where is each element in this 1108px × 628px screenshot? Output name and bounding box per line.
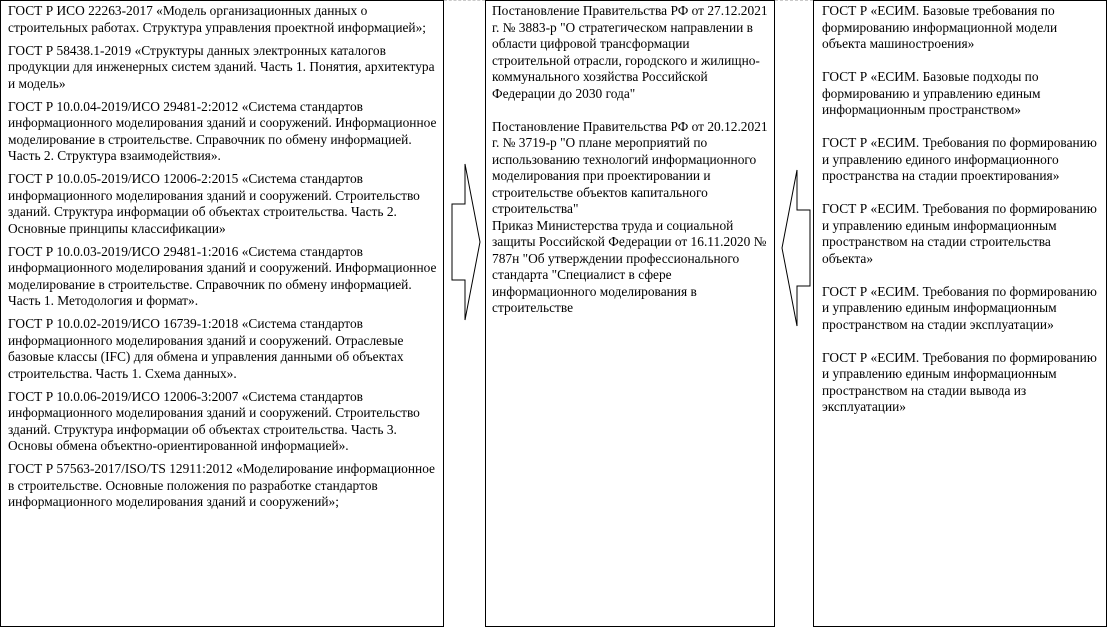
left-standards-box [0, 0, 444, 627]
left-item-2: ГОСТ Р 58438.1-2019 «Структуры данных электронных каталогов продукции для инженерных систем зданий. Часть 1. Понятия, архитектура и модель» [8, 42, 435, 91]
right-item-4: ГОСТ Р «ЕСИМ. Требования по формированию и управлению единым информационным пространством на стадии строительства объекта» [822, 201, 1097, 266]
arrow-left-icon [780, 168, 812, 328]
left-item-1: ГОСТ Р ИСО 22263-2017 «Модель организационных данных о строительных работах. Структура управления проектной информацией»; [8, 3, 427, 35]
mid-item-3: Приказ Министерства труда и социальной защиты Российской Федерации от 16.11.2020 № 787н "Об утверждении профессионального стандарта "Специалист в сфере информационного моделирования в строительстве [492, 217, 767, 315]
left-item-7: ГОСТ Р 10.0.06-2019/ИСО 12006-3:2007 «Система стандартов информационного моделирования зданий и сооружений. Строительство зданий. Структура информации об объектах строительства. Часть 3. Основы обмена объектно-ориентированной информацией». [8, 388, 420, 453]
left-item-8: ГОСТ Р 57563-2017/ISO/TS 12911:2012 «Моделирование информационное в строительстве. Основные положения по разработке стандартов информационного моделирования зданий и сооружений»; [8, 461, 436, 509]
left-item-5: ГОСТ Р 10.0.03-2019/ИСО 29481-1:2016 «Система стандартов информационного моделирования зданий и сооружений. Информационное моделирование в строительстве. Справочник по обмену информацией. Часть 1. Методология и формат». [8, 243, 437, 308]
right-item-5: ГОСТ Р «ЕСИМ. Требования по формированию и управлению единым информационным пространством на стадии эксплуатации» [822, 283, 1097, 332]
top-dashed-line-right [775, 0, 813, 1]
esim-standards-box [813, 0, 1107, 627]
government-decrees-box [485, 0, 775, 627]
right-item-3: ГОСТ Р «ЕСИМ. Требования по формированию и управлению единого информационного пространства на стадии проектирования» [822, 135, 1097, 183]
right-item-2: ГОСТ Р «ЕСИМ. Базовые подходы по формированию и управлению единым информационным пространством» [822, 69, 1041, 117]
left-item-3: ГОСТ Р 10.0.04-2019/ИСО 29481-2:2012 «Система стандартов информационного моделирования зданий и сооружений. Информационное моделирование в строительстве. Справочник по обмену информацией. Часть 2. Структура взаимодействия». [8, 98, 437, 163]
mid-item-1: Постановление Правительства РФ от 27.12.2021 г. № 3883-р "О стратегическом направлении в области цифровой трансформации строительной отрасли, городского и жилищно-коммунального хозяйства Российской Федерации до 2030 года" [492, 3, 768, 101]
left-item-4: ГОСТ Р 10.0.05-2019/ИСО 12006-2:2015 «Система стандартов информационного моделирования зданий и сооружений. Строительство зданий. Структура информации об объектах строительства. Часть 2. Основные принципы классификации» [8, 171, 420, 236]
top-dashed-line-left [444, 0, 485, 1]
right-item-1: ГОСТ Р «ЕСИМ. Базовые требования по формированию информационной модели объекта машиностроения» [822, 3, 1058, 51]
mid-item-2: Постановление Правительства РФ от 20.12.2021 г. № 3719-р "О плане мероприятий по использованию технологий информационного моделирования при проектировании и строительстве объектов капитального строительства" [492, 118, 768, 216]
left-item-6: ГОСТ Р 10.0.02-2019/ИСО 16739-1:2018 «Система стандартов информационного моделирования зданий и сооружений. Отраслевые базовые классы (IFC) для обмена и управления данными об объектах строительства. Часть 1. Схема данных». [8, 316, 404, 381]
right-item-6: ГОСТ Р «ЕСИМ. Требования по формированию и управлению единым информационным пространством на стадии вывода из эксплуатации» [822, 349, 1097, 414]
arrow-right-icon [450, 162, 482, 322]
